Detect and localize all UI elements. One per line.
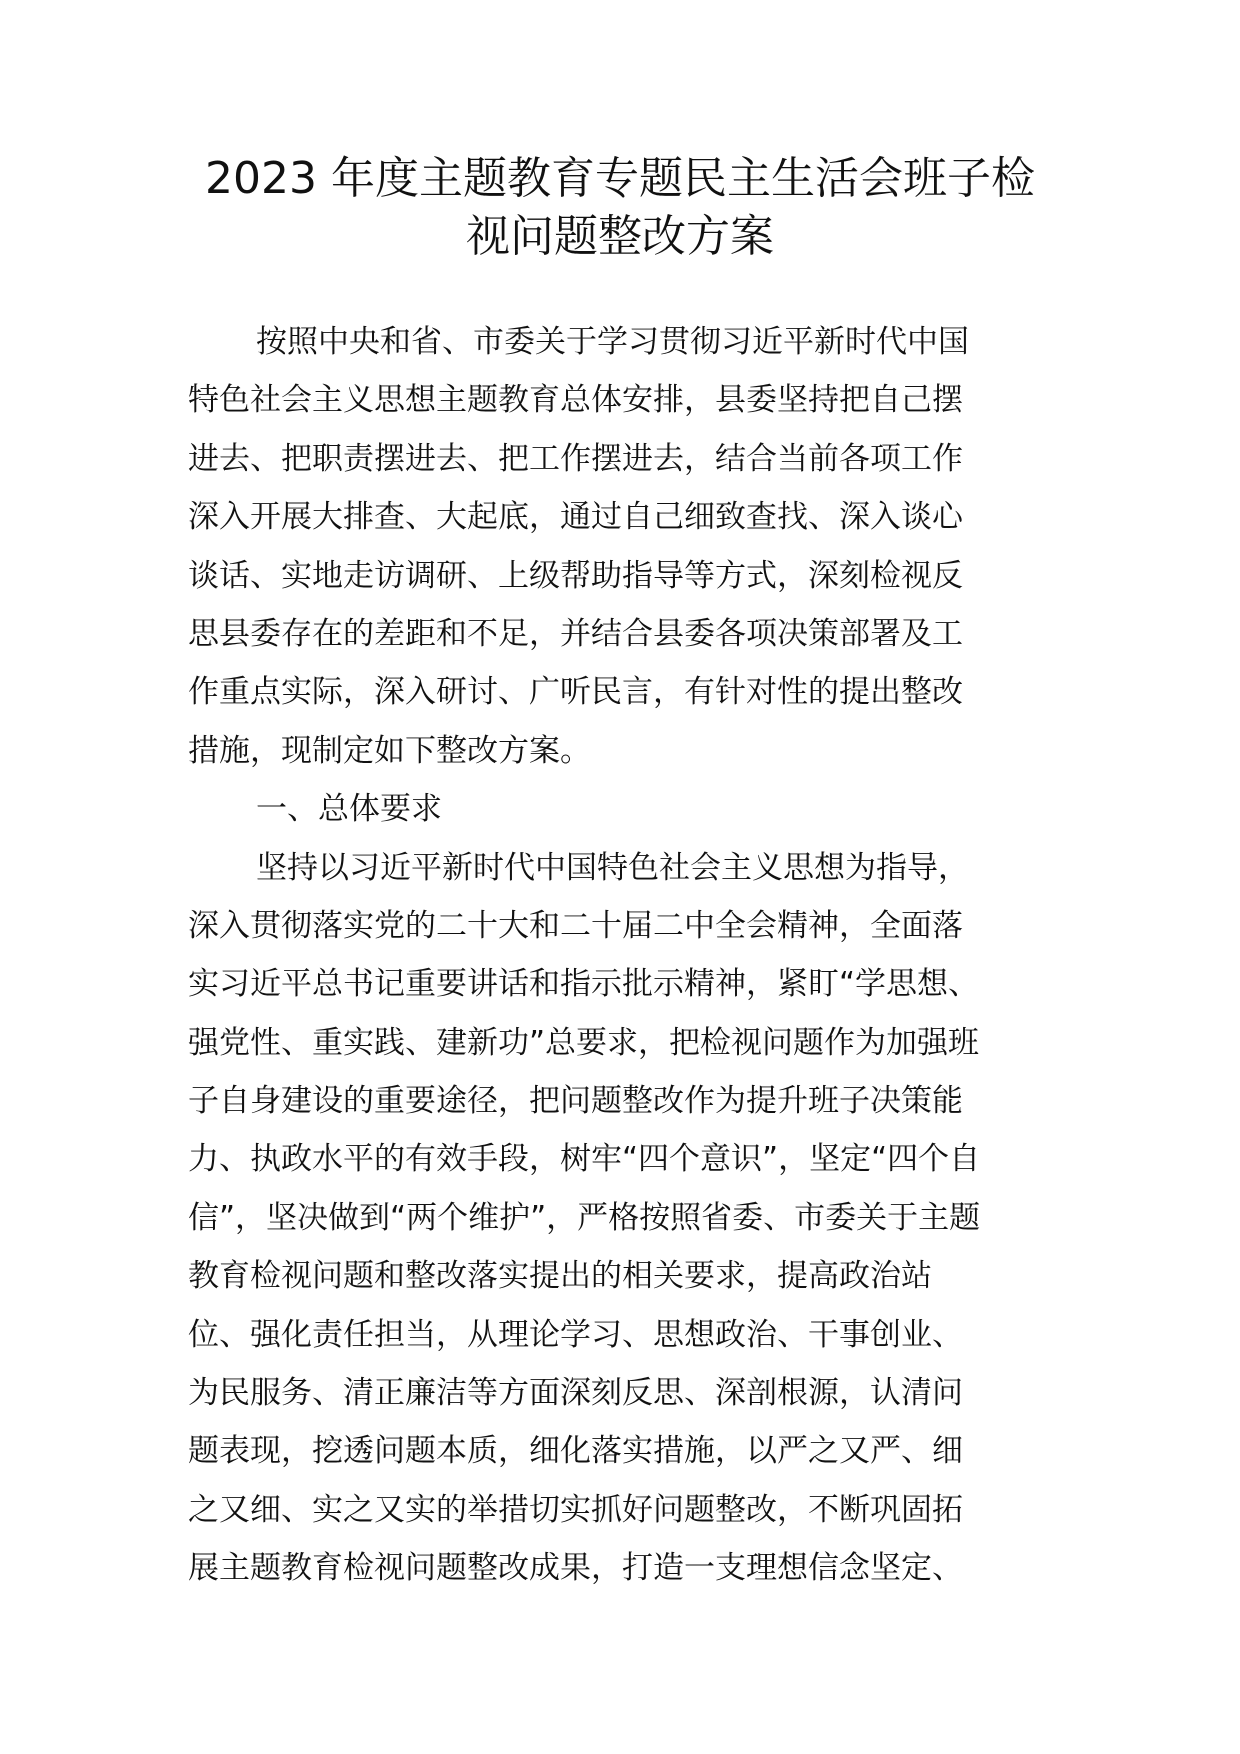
- intro-paragraph-line: 作重点实际，深入研讨、广听民言，有针对性的提出整改: [188, 674, 963, 711]
- document-title: [150, 150, 1090, 266]
- intro-paragraph-line: 思县委存在的差距和不足，并结合县委各项决策部署及工: [188, 615, 963, 652]
- section-paragraph-line: 教育检视问题和整改落实提出的相关要求，提高政治站: [188, 1258, 932, 1295]
- section-paragraph-line: 为民服务、清正廉洁等方面深刻反思、深剖根源，认清问: [188, 1375, 963, 1412]
- intro-paragraph-line: 特色社会主义思想主题教育总体安排，县委坚持把自己摆: [188, 382, 963, 419]
- section-paragraph-line: 深入贯彻落实党的二十大和二十届二中全会精神，全面落: [188, 907, 963, 944]
- section-paragraph-line: 位、强化责任担当，从理论学习、思想政治、干事创业、: [188, 1316, 963, 1353]
- section-paragraph-line: 实习近平总书记重要讲话和指示批示精神，紧盯“学思想、: [188, 966, 980, 1003]
- title-line-2: 视问题整改方案: [466, 211, 774, 262]
- title-line-1: 2023 年度主题教育专题民主生活会班子检: [205, 153, 1035, 204]
- section-paragraph-line: 之又细、实之又实的举措切实抓好问题整改，不断巩固拓: [188, 1491, 963, 1528]
- section-paragraph-line: 强党性、重实践、建新功”总要求，把检视问题作为加强班: [188, 1024, 980, 1061]
- intro-paragraph-line: 按照中央和省、市委关于学习贯彻习近平新时代中国: [256, 324, 969, 360]
- document-body: [188, 313, 1068, 1598]
- intro-paragraph-line: 进去、把职责摆进去、把工作摆进去，结合当前各项工作: [188, 440, 963, 477]
- intro-paragraph-line: 措施，现制定如下整改方案。: [188, 732, 591, 769]
- section-paragraph-line: 力、执政水平的有效手段，树牢“四个意识”，坚定“四个自: [188, 1141, 981, 1178]
- section-paragraph-line: 坚持以习近平新时代中国特色社会主义思想为指导，: [256, 849, 969, 886]
- section-heading: 一、总体要求: [256, 791, 442, 828]
- intro-paragraph-line: 谈话、实地走访调研、上级帮助指导等方式，深刻检视反: [188, 557, 963, 594]
- section-paragraph-line: 信”，坚决做到“两个维护”，严格按照省委、市委关于主题: [188, 1199, 981, 1236]
- section-paragraph-line: 题表现，挖透问题本质，细化落实措施，以严之又严、细: [188, 1433, 963, 1470]
- section-paragraph-line: 展主题教育检视问题整改成果，打造一支理想信念坚定、: [188, 1550, 963, 1587]
- section-paragraph-line: 子自身建设的重要途径，把问题整改作为提升班子决策能: [188, 1083, 963, 1120]
- intro-paragraph-line: 深入开展大排查、大起底，通过自己细致查找、深入谈心: [188, 499, 963, 536]
